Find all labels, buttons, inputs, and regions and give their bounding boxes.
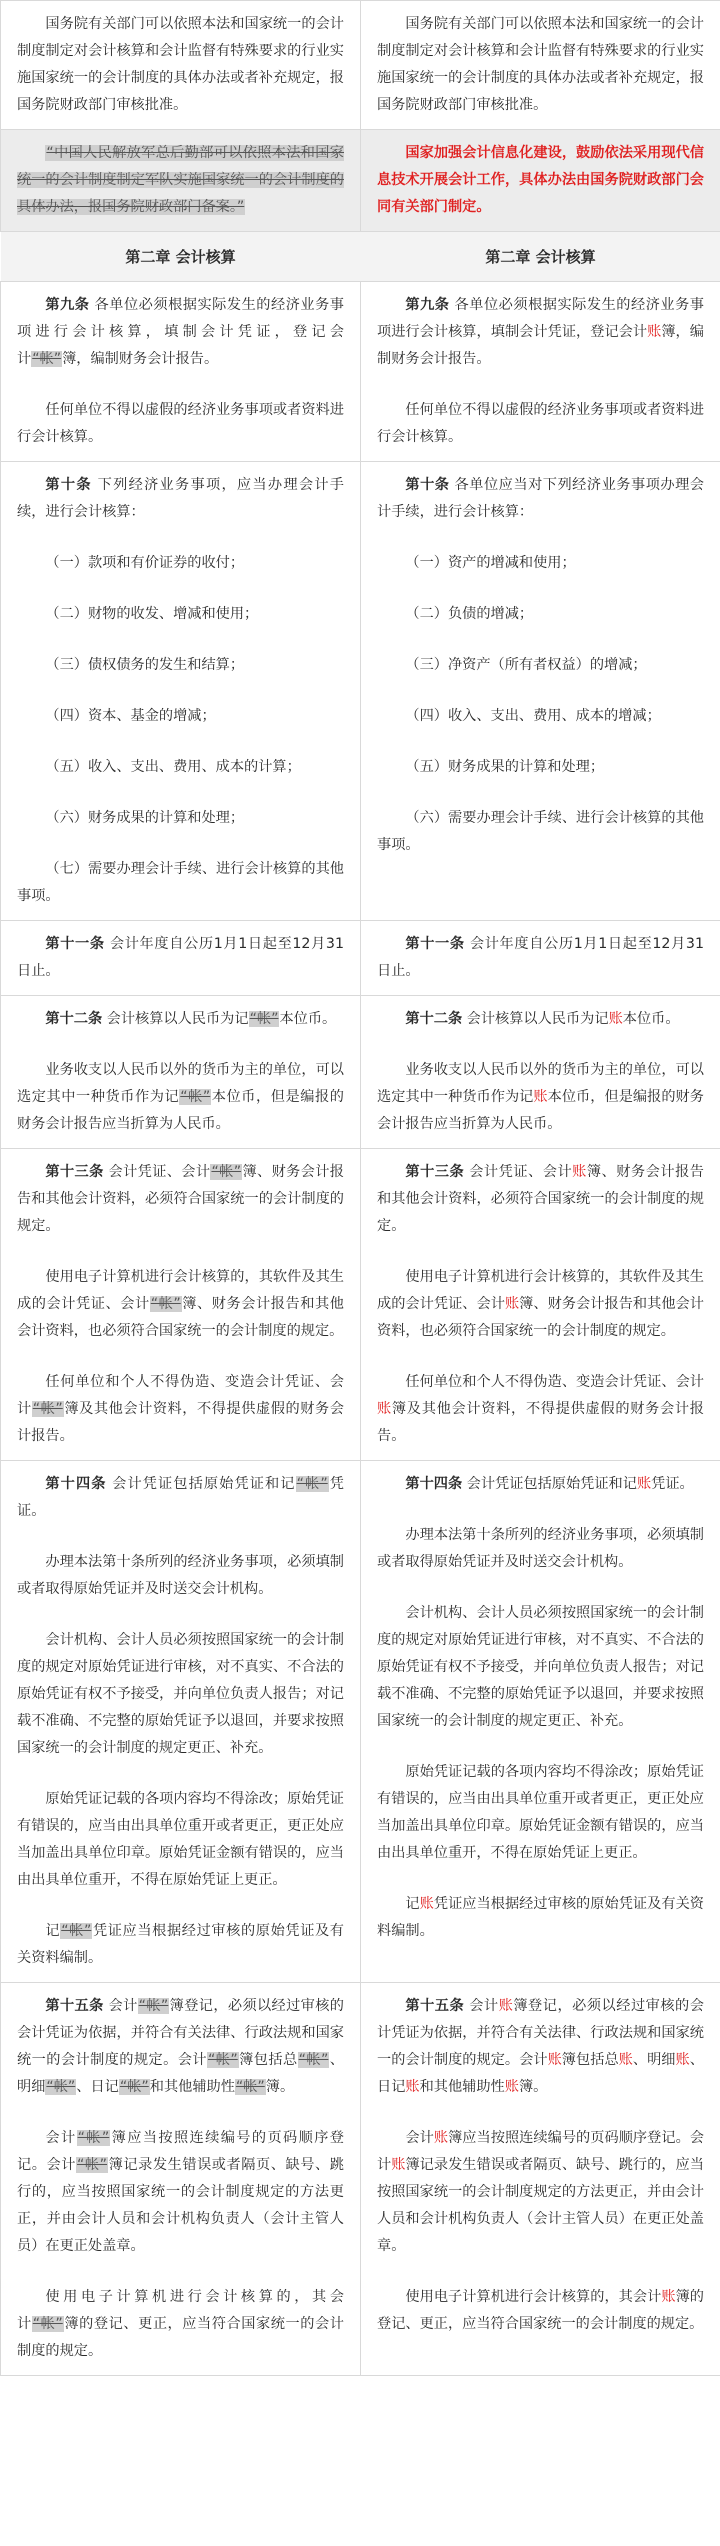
text: 任何单位和个人不得伪造、变造会计凭证、会计 <box>405 1374 704 1390</box>
paragraph <box>17 1057 344 1138</box>
paragraph <box>17 2125 344 2260</box>
paragraph <box>377 1264 704 1345</box>
text: 任何单位和个人不得伪造、变造会计凭证、会计 <box>17 1374 344 1417</box>
paragraph <box>17 1006 344 1033</box>
paragraph: 原始凭证记载的各项内容均不得涂改；原始凭证有错误的，应当由出具单位重开或者更正，更正处应当加盖出具单位印章。原始凭证金额有错误的，应当由出具单位重开，不得在原始凭证上更正。 <box>17 1791 344 1888</box>
deleted-text: “帐” <box>46 2079 76 2095</box>
text: 簿、财务会计报告和其他会计资料，也必须符合国家统一的会计制度的规定。 <box>17 1296 344 1339</box>
text: 会计 <box>45 2130 77 2146</box>
text: 会计 <box>108 1998 138 2014</box>
article-label: 第十四条 <box>405 1476 463 1492</box>
text: 会计 <box>469 1998 499 2014</box>
paragraph <box>377 1057 704 1138</box>
text: 会计凭证、会计 <box>108 1164 211 1180</box>
new-text-cell <box>361 462 720 921</box>
text: 各单位必须根据实际发生的经济业务事项进行会计核算，填制会计凭证，登记会计 <box>17 297 344 367</box>
text: 簿的登记、更正，应当符合国家统一的会计制度的规定。 <box>17 2316 344 2359</box>
paragraph <box>17 1993 344 2101</box>
text: 记 <box>405 1896 420 1912</box>
table-row <box>1 996 720 1149</box>
text: 、明细 <box>17 2052 344 2095</box>
paragraph <box>17 472 344 526</box>
list-item: （四）资本、基金的增减； <box>45 708 216 724</box>
article-label: 第十三条 <box>405 1164 465 1180</box>
article-label: 第十一条 <box>405 936 465 952</box>
text: 簿及其他会计资料，不得提供虚假的财务会计报告。 <box>377 1401 704 1444</box>
article-label: 第十二条 <box>405 1011 463 1027</box>
list-item: （六）财务成果的计算和处理； <box>45 810 245 826</box>
deleted-paragraph <box>17 140 344 221</box>
text: 簿登记，必须以经过审核的会计凭证为依据，并符合有关法律、行政法规和国家统一的会计制度的规定。会计 <box>17 1998 344 2068</box>
deleted-text: “帐” <box>235 2079 265 2095</box>
text: 会计凭证包括原始凭证和记 <box>466 1476 637 1492</box>
text: 簿包括总 <box>561 2052 619 2068</box>
paragraph <box>377 931 704 985</box>
text: 业务收支以人民币以外的货币为主的单位，可以选定其中一种货币作为记 <box>17 1062 344 1105</box>
text: 会计核算以人民币为记 <box>106 1011 249 1027</box>
text: 会计年度自公历1月1日起至12月31日止。 <box>377 936 704 979</box>
paragraph: 会计机构、会计人员必须按照国家统一的会计制度的规定对原始凭证进行审核，对不真实、不合法的原始凭证有权不予接受，并向单位负责人报告；对记载不准确、不完整的原始凭证予以退回，并要求按照国家统一的会计制度的规定更正、补充。 <box>377 1605 704 1729</box>
paragraph <box>377 472 704 526</box>
text: 凭证应当根据经过审核的原始凭证及有关资料编制。 <box>377 1896 704 1939</box>
added-text: 账 <box>498 1998 514 2014</box>
paragraph: 会计机构、会计人员必须按照国家统一的会计制度的规定对原始凭证进行审核，对不真实、不合法的原始凭证有权不予接受，并向单位负责人报告；对记载不准确、不完整的原始凭证予以退回，并要求按照国家统一的会计制度的规定更正、补充。 <box>17 1632 344 1756</box>
deleted-text: “帐” <box>32 1401 63 1417</box>
added-text: 账 <box>675 2052 690 2068</box>
added-text: 账 <box>504 2079 519 2095</box>
list-item: （七）需要办理会计手续、进行会计核算的其他事项。 <box>17 861 344 904</box>
article-label: 第十条 <box>45 477 92 493</box>
article-label: 第九条 <box>45 297 90 313</box>
text: 、日记 <box>76 2079 119 2095</box>
text: 本位币，但是编报的财务会计报告应当折算为人民币。 <box>377 1089 704 1132</box>
text: 簿，编制财务会计报告。 <box>377 324 704 367</box>
paragraph: 国务院有关部门可以依照本法和国家统一的会计制度制定对会计核算和会计监督有特殊要求的行业实施国家统一的会计制度的具体办法或者补充规定，报国务院财政部门审核批准。 <box>377 16 704 113</box>
text: 会计核算以人民币为记 <box>466 1011 609 1027</box>
article-label: 第十条 <box>405 477 450 493</box>
added-text: 账 <box>504 1296 520 1312</box>
list-item: （二）财物的收发、增减和使用； <box>45 606 259 622</box>
deleted-text: “中国人民解放军总后勤部可以依照本法和国家统一的会计制度制定军队实施国家统一的会计制度的具体办法，报国务院财政部门备案。” <box>17 145 344 215</box>
added-text: 账 <box>608 1011 623 1027</box>
paragraph: 任何单位不得以虚假的经济业务事项或者资料进行会计核算。 <box>17 402 344 445</box>
new-text-cell <box>361 1461 720 1983</box>
text: 、日记 <box>377 2052 704 2095</box>
table-row <box>1 1149 720 1461</box>
paragraph <box>17 931 344 985</box>
list-item: （三）债权债务的发生和结算； <box>45 657 245 673</box>
text: 凭证。 <box>17 1476 344 1519</box>
paragraph <box>377 2284 704 2338</box>
text: 会计凭证、会计 <box>469 1164 573 1180</box>
paragraph <box>17 2284 344 2365</box>
paragraph: 任何单位不得以虚假的经济业务事项或者资料进行会计核算。 <box>377 402 704 445</box>
list-item: （六）需要办理会计手续、进行会计核算的其他事项。 <box>377 810 704 853</box>
paragraph <box>17 1471 344 1525</box>
list-item: （二）负债的增减； <box>405 606 534 622</box>
added-paragraph: 国家加强会计信息化建设，鼓励依法采用现代信息技术开展会计工作，具体办法由国务院财政部门会同有关部门制定。 <box>377 145 704 215</box>
added-text: 账 <box>572 1164 587 1180</box>
text: 簿、财务会计报告和其他会计资料，必须符合国家统一的会计制度的规定。 <box>17 1164 344 1234</box>
text: 凭证应当根据经过审核的原始凭证及有关资料编制。 <box>17 1923 344 1966</box>
text: 使用电子计算机进行会计核算的，其会计 <box>405 2289 662 2305</box>
paragraph <box>377 1471 704 1498</box>
paragraph <box>377 1159 704 1240</box>
paragraph <box>17 1918 344 1972</box>
text: 会计凭证包括原始凭证和记 <box>112 1476 296 1492</box>
deleted-text: “帐” <box>32 351 62 367</box>
old-text-cell <box>1 921 361 996</box>
deleted-text: “帐” <box>119 2079 149 2095</box>
paragraph <box>377 292 704 373</box>
paragraph <box>377 1993 704 2101</box>
table-row <box>1 282 720 462</box>
table-row <box>1 462 720 921</box>
list-item: （四）收入、支出、费用、成本的增减； <box>405 708 661 724</box>
deleted-text: “帐” <box>249 1011 279 1027</box>
text: 簿包括总 <box>238 2052 298 2068</box>
new-text-cell <box>361 130 720 232</box>
text: 和其他辅助性 <box>149 2079 235 2095</box>
text: 簿应当按照连续编号的页码顺序登记。会计 <box>377 2130 704 2173</box>
paragraph: 办理本法第十条所列的经济业务事项，必须填制或者取得原始凭证并及时送交会计机构。 <box>17 1554 344 1597</box>
new-text-cell <box>361 1149 720 1461</box>
text: 各单位应当对下列经济业务事项办理会计手续，进行会计核算： <box>377 477 704 520</box>
new-text-cell <box>361 1 720 130</box>
deleted-text: “帐” <box>32 2316 63 2332</box>
chapter-heading-new: 第二章 会计核算 <box>361 232 720 282</box>
table-row <box>1 1 720 130</box>
new-text-cell <box>361 996 720 1149</box>
text: 记 <box>45 1923 61 1939</box>
added-text: 账 <box>419 1896 434 1912</box>
paragraph <box>377 1891 704 1945</box>
text: 、明细 <box>632 2052 676 2068</box>
table-row <box>1 1461 720 1983</box>
article-label: 第十五条 <box>45 1998 104 2014</box>
added-text: 账 <box>377 1401 392 1417</box>
text: 簿及其他会计资料，不得提供虚假的财务会计报告。 <box>17 1401 344 1444</box>
text: 簿，编制财务会计报告。 <box>62 351 219 367</box>
paragraph <box>17 292 344 373</box>
new-text-cell <box>361 921 720 996</box>
text: 簿、财务会计报告和其他会计资料，必须符合国家统一的会计制度的规定。 <box>377 1164 704 1234</box>
old-text-cell <box>1 996 361 1149</box>
article-label: 第十一条 <box>45 936 105 952</box>
table-row <box>1 130 720 232</box>
old-text-cell <box>1 282 361 462</box>
deleted-text: “帐” <box>296 1476 328 1492</box>
paragraph: 国务院有关部门可以依照本法和国家统一的会计制度制定对会计核算和会计监督有特殊要求的行业实施国家统一的会计制度的具体办法或者补充规定，报国务院财政部门审核批准。 <box>17 16 344 113</box>
text: 簿应当按照连续编号的页码顺序登记。会计 <box>17 2130 344 2173</box>
deleted-text: “帐” <box>298 2052 329 2068</box>
added-text: 账 <box>391 2157 406 2173</box>
chapter-heading-old: 第二章 会计核算 <box>1 232 361 282</box>
text: 会计 <box>405 2130 434 2146</box>
text: 簿记录发生错误或者隔页、缺号、跳行的，应当按照国家统一的会计制度规定的方法更正，并由会计人员和会计机构负责人（会计主管人员）在更正处盖章。 <box>377 2157 704 2254</box>
old-text-cell <box>1 1 361 130</box>
added-text: 账 <box>405 2079 420 2095</box>
paragraph <box>17 1159 344 1240</box>
old-text-cell <box>1 462 361 921</box>
added-text: 账 <box>433 2130 449 2146</box>
paragraph <box>17 1264 344 1345</box>
text: 簿。 <box>518 2079 548 2095</box>
text: 凭证。 <box>651 1476 694 1492</box>
text: 使用电子计算机进行会计核算的，其会计 <box>17 2289 344 2332</box>
deleted-text: “帐” <box>61 1923 92 1939</box>
new-text-cell <box>361 282 720 462</box>
article-label: 第十四条 <box>45 1476 107 1492</box>
deleted-text: “帐” <box>211 1164 242 1180</box>
old-text-cell <box>1 1461 361 1983</box>
list-item: （一）资产的增减和使用； <box>405 555 576 571</box>
text: 簿登记，必须以经过审核的会计凭证为依据，并符合有关法律、行政法规和国家统一的会计制度的规定。会计 <box>377 1998 704 2068</box>
text: 各单位必须根据实际发生的经济业务事项进行会计核算，填制会计凭证，登记会计 <box>377 297 704 340</box>
text: 使用电子计算机进行会计核算的，其软件及其生成的会计凭证、会计 <box>377 1269 704 1312</box>
added-text: 账 <box>661 2289 676 2305</box>
added-text: 账 <box>647 324 662 340</box>
deleted-text: “帐” <box>150 1296 181 1312</box>
paragraph <box>377 1369 704 1450</box>
table-row <box>1 1983 720 2376</box>
new-text-cell <box>361 1983 720 2376</box>
text: 本位币。 <box>622 1011 680 1027</box>
list-item: （一）款项和有价证券的收付； <box>45 555 245 571</box>
paragraph: 原始凭证记载的各项内容均不得涂改；原始凭证有错误的，应当由出具单位重开或者更正，更正处应当加盖出具单位印章。原始凭证金额有错误的，应当由出具单位重开，不得在原始凭证上更正。 <box>377 1764 704 1861</box>
paragraph: 办理本法第十条所列的经济业务事项，必须填制或者取得原始凭证并及时送交会计机构。 <box>377 1527 704 1570</box>
deleted-text: “帐” <box>138 1998 169 2014</box>
text: 本位币，但是编报的财务会计报告应当折算为人民币。 <box>17 1089 344 1132</box>
added-text: 账 <box>547 2052 562 2068</box>
text: 簿记录发生错误或者隔页、缺号、跳行的，应当按照国家统一的会计制度规定的方法更正，并由会计人员和会计机构负责人（会计主管人员）在更正处盖章。 <box>17 2157 344 2254</box>
deleted-text: “帐” <box>207 2052 238 2068</box>
text: 本位币。 <box>279 1011 337 1027</box>
paragraph <box>17 1369 344 1450</box>
text: 簿、财务会计报告和其他会计资料，也必须符合国家统一的会计制度的规定。 <box>377 1296 704 1339</box>
added-text: 账 <box>636 1476 652 1492</box>
table-row <box>1 232 720 282</box>
added-text: 账 <box>618 2052 633 2068</box>
text: 和其他辅助性 <box>419 2079 505 2095</box>
text: 簿。 <box>265 2079 295 2095</box>
text: 下列经济业务事项，应当办理会计手续，进行会计核算： <box>17 477 344 520</box>
article-label: 第九条 <box>405 297 450 313</box>
list-item: （五）收入、支出、费用、成本的计算； <box>45 759 301 775</box>
old-text-cell <box>1 1149 361 1461</box>
text: 业务收支以人民币以外的货币为主的单位，可以选定其中一种货币作为记 <box>377 1062 704 1105</box>
paragraph <box>377 2125 704 2260</box>
list-item: （五）财务成果的计算和处理； <box>405 759 605 775</box>
deleted-text: “帐” <box>77 2157 108 2173</box>
text: 使用电子计算机进行会计核算的，其软件及其生成的会计凭证、会计 <box>17 1269 344 1312</box>
table-row <box>1 921 720 996</box>
added-text: 账 <box>533 1089 548 1105</box>
old-text-cell <box>1 1983 361 2376</box>
old-text-cell <box>1 130 361 232</box>
article-label: 第十五条 <box>405 1998 465 2014</box>
text: 会计年度自公历1月1日起至12月31日止。 <box>17 936 344 979</box>
deleted-text: “帐” <box>77 2130 110 2146</box>
article-label: 第十三条 <box>45 1164 104 1180</box>
deleted-text: “帐” <box>180 1089 211 1105</box>
list-item: （三）净资产（所有者权益）的增减； <box>405 657 647 673</box>
text: 簿的登记、更正，应当符合国家统一的会计制度的规定。 <box>377 2289 704 2332</box>
paragraph <box>377 1006 704 1033</box>
article-label: 第十二条 <box>45 1011 103 1027</box>
